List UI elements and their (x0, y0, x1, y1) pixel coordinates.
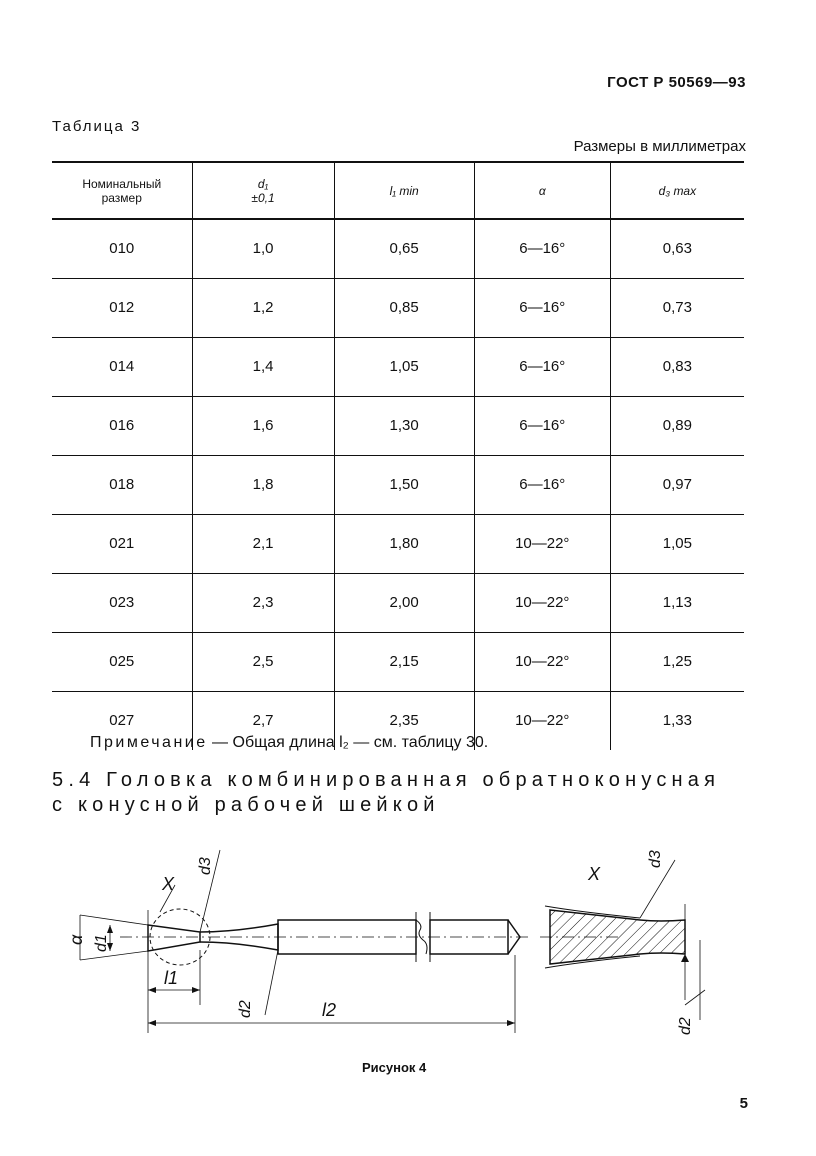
cell-alpha: 6—16° (474, 279, 610, 338)
label-l1: l1 (164, 968, 179, 988)
table-row (52, 338, 744, 397)
col-header-d1-symbol: d₁ (257, 176, 269, 191)
standard-number: ГОСТ Р 50569—93 (607, 74, 746, 91)
table-row (52, 397, 744, 456)
table-row (52, 279, 744, 338)
label-alpha: α (66, 934, 86, 945)
cell-d1: 1,4 (192, 338, 334, 397)
col-header-d1 (192, 162, 334, 219)
cell-l1: 2,00 (334, 574, 474, 633)
col-header-alpha: α (474, 162, 610, 219)
cell-d3: 0,63 (610, 219, 744, 279)
cell-d3: 1,25 (610, 633, 744, 692)
section-heading: 5.4 Головка комбинированная обратноконусная с конусной рабочей шейкой (52, 769, 721, 816)
figure-4-drawing (60, 840, 760, 1040)
cell-d3: 0,83 (610, 338, 744, 397)
cell-l1: 1,30 (334, 397, 474, 456)
cell-nominal: 025 (52, 633, 192, 692)
tool-side-view (80, 850, 530, 1033)
label-d2-detail: d2 (677, 1017, 694, 1035)
cell-l1: 0,65 (334, 219, 474, 279)
cell-d3: 0,97 (610, 456, 744, 515)
table-note (90, 734, 488, 752)
cell-alpha: 6—16° (474, 456, 610, 515)
table-row (52, 219, 744, 279)
cell-alpha: 6—16° (474, 219, 610, 279)
cell-l1: 0,85 (334, 279, 474, 338)
cell-d3: 0,73 (610, 279, 744, 338)
cell-l1: 1,80 (334, 515, 474, 574)
cell-d1: 1,8 (192, 456, 334, 515)
cell-l1: 2,35 (334, 692, 474, 751)
cell-d1: 1,2 (192, 279, 334, 338)
col-header-nominal (52, 162, 192, 219)
label-d2: d2 (237, 1000, 254, 1018)
cell-nominal: 023 (52, 574, 192, 633)
cell-d1: 1,0 (192, 219, 334, 279)
cell-d1: 2,7 (192, 692, 334, 751)
cell-alpha: 10—22° (474, 633, 610, 692)
label-d3-detail: d3 (647, 850, 664, 868)
col-header-nominal-line1: Номинальный (82, 176, 162, 191)
cell-l1: 2,15 (334, 633, 474, 692)
cell-nominal: 018 (52, 456, 192, 515)
cell-d1: 2,1 (192, 515, 334, 574)
cell-d1: 2,3 (192, 574, 334, 633)
cell-l1: 1,50 (334, 456, 474, 515)
table-units: Размеры в миллиметрах (573, 138, 746, 155)
table-row (52, 515, 744, 574)
col-header-d1-tolerance: ±0,1 (251, 190, 275, 205)
cell-nominal: 014 (52, 338, 192, 397)
cell-d3: 1,13 (610, 574, 744, 633)
cell-alpha: 6—16° (474, 397, 610, 456)
table-row (52, 633, 744, 692)
cell-nominal: 027 (109, 711, 135, 729)
cell-alpha: 10—22° (474, 692, 610, 751)
cell-l1: 1,05 (334, 338, 474, 397)
col-header-nominal-line2: размер (101, 190, 142, 205)
detail-x-view (540, 860, 705, 1020)
cell-d3: 0,89 (610, 397, 744, 456)
table-label: Таблица 3 (52, 118, 142, 135)
cell-alpha: 10—22° (474, 515, 610, 574)
cell-d1: 2,5 (192, 633, 334, 692)
cell-d3: 1,05 (610, 515, 744, 574)
label-d3: d3 (197, 857, 214, 875)
label-d1: d1 (93, 934, 110, 952)
col-header-l1: l₁ min (334, 162, 474, 219)
cell-nominal: 010 (52, 219, 192, 279)
note-prefix: Примечание (90, 734, 208, 751)
note-text: — Общая длина l₂ — см. таблицу 30. (207, 734, 489, 751)
cell-d3: 1,33 (610, 692, 744, 751)
table-row (52, 574, 744, 633)
table-row (52, 456, 744, 515)
cell-d1: 1,6 (192, 397, 334, 456)
label-x-right: X (588, 864, 601, 884)
dimensions-table (52, 161, 744, 750)
cell-nominal: 016 (52, 397, 192, 456)
cell-alpha: 10—22° (474, 574, 610, 633)
cell-nominal: 012 (52, 279, 192, 338)
label-x-left: X (162, 874, 175, 894)
col-header-d3: d₃ max (610, 162, 744, 219)
page-number: 5 (739, 1095, 748, 1112)
table-header-row (52, 162, 744, 219)
figure-caption: Рисунок 4 (362, 1060, 427, 1075)
label-l2: l2 (322, 1000, 337, 1020)
cell-alpha: 6—16° (474, 338, 610, 397)
cell-nominal: 021 (52, 515, 192, 574)
